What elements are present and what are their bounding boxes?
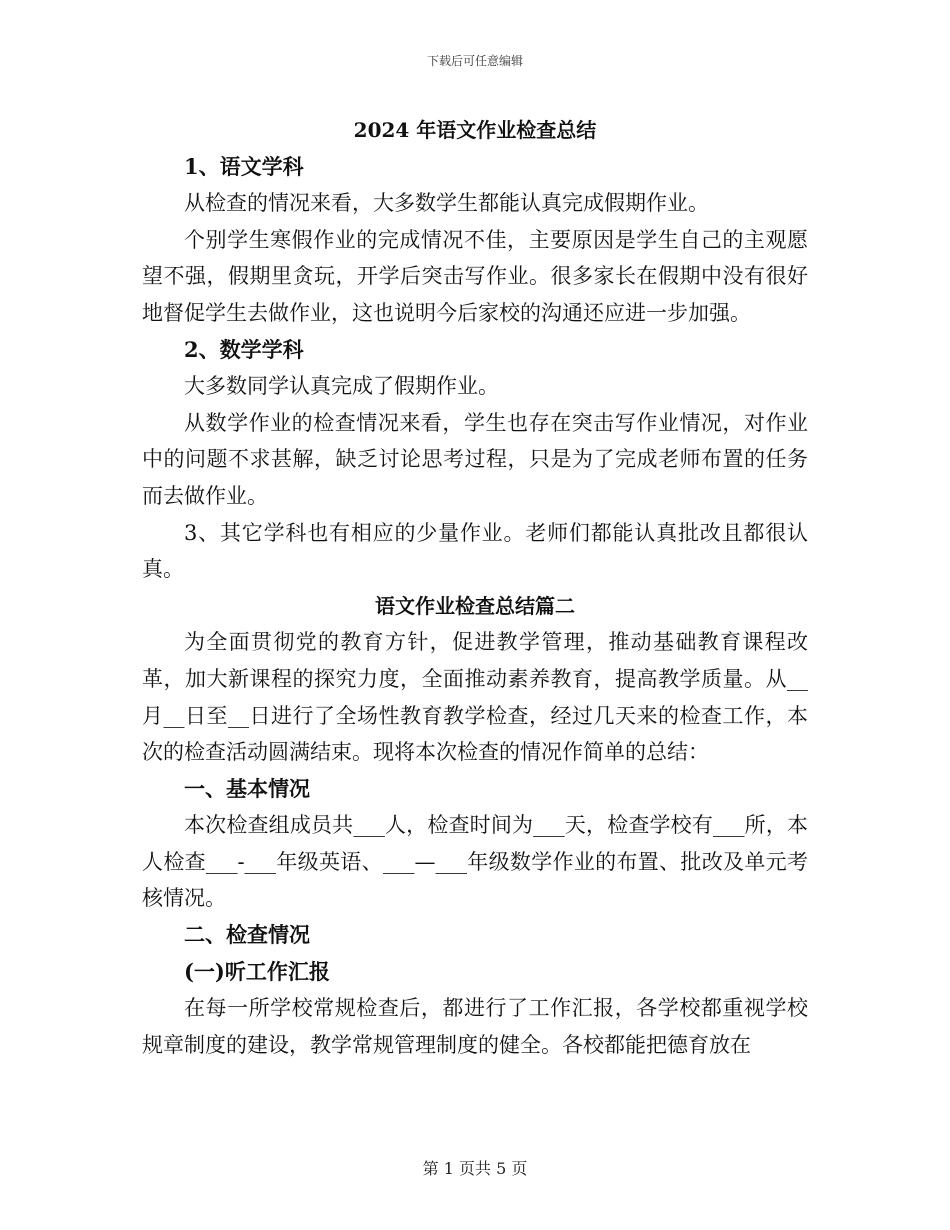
paragraph: 从检查的情况来看，大多数学生都能认真完成假期作业。 (184, 191, 709, 216)
paragraph: 3、其它学科也有相应的少量作业。老师们都能认真批改且都很认真。 (142, 520, 808, 582)
paragraph: 从数学作业的检查情况来看，学生也存在突击写作业情况，对作业中的问题不求甚解，缺乏讨论思考过程，只是为了完成老师布置的任务而去做作业。 (142, 410, 808, 508)
section-title-part-two: 语文作业检查总结篇二 (375, 593, 575, 618)
document-title: 2024 年语文作业检查总结 (353, 118, 597, 142)
subsection-heading-report: (一)听工作汇报 (184, 958, 330, 984)
page-header: 下载后可任意编辑 (426, 54, 523, 68)
section-heading-math: 2、数学学科 (184, 336, 304, 362)
section-heading-basic-info: 一、基本情况 (184, 775, 310, 801)
section-heading-inspection: 二、检查情况 (184, 922, 310, 948)
page-footer: 第 1 页共 5 页 (422, 1159, 528, 1178)
paragraph: 为全面贯彻党的教育方针，促进教学管理，推动基础教育课程改革，加大新课程的探究力度，全面推动素养教育，提高教学质量。从__月__日至__日进行了全场性教育教学检查，经过几天来的检查工作，本次的检查活动圆满结束。现将本次检查的情况作简单的总结： (142, 630, 808, 765)
document-body (142, 112, 808, 1063)
paragraph: 大多数同学认真完成了假期作业。 (184, 374, 499, 399)
paragraph: 个别学生寒假作业的完成情况不佳，主要原因是学生自己的主观愿望不强，假期里贪玩，开学后突击写作业。很多家长在假期中没有很好地督促学生去做作业，这也说明今后家校的沟通还应进一步加强。 (142, 227, 808, 325)
paragraph: 本次检查组成员共___人，检查时间为___天，检查学校有___所，本人检查___-___年级英语、___—___年级数学作业的布置、批改及单元考核情况。 (142, 813, 808, 911)
paragraph: 在每一所学校常规检查后，都进行了工作汇报，各学校都重视学校规章制度的建设，教学常规管理制度的健全。各校都能把德育放在 (142, 996, 808, 1057)
section-heading-chinese: 1、语文学科 (184, 153, 304, 179)
